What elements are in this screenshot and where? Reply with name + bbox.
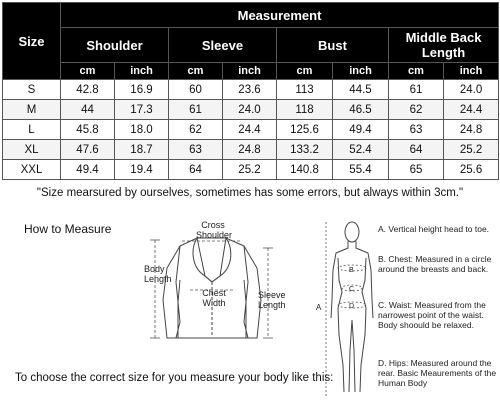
value-cell: 25.2 (444, 140, 499, 160)
value-cell: 18.0 (115, 120, 169, 140)
value-cell: 25.2 (223, 160, 277, 180)
value-cell: 24.0 (223, 100, 277, 120)
chest-width-label: Chest Width (202, 288, 226, 308)
value-cell: 17.3 (115, 100, 169, 120)
shoulder-header: Shoulder (61, 28, 169, 63)
cross-shoulder-label: Cross Shoulder (196, 220, 233, 240)
marker-a: A (316, 303, 322, 312)
legend-item-c: C. Waist: Measured from the narrowest point of the waist. Body shoould be relaxed. (378, 300, 486, 330)
size-cell: L (3, 120, 61, 140)
measurement-header: Measurement (61, 3, 499, 28)
value-cell: 42.8 (61, 80, 115, 100)
value-cell: 24.8 (223, 140, 277, 160)
value-cell: 61 (389, 80, 444, 100)
value-cell: 125.6 (277, 120, 333, 140)
unit-header: inch (115, 63, 169, 80)
value-cell: 52.4 (333, 140, 389, 160)
marker-d: D (349, 303, 355, 310)
value-cell: 62 (169, 120, 223, 140)
value-cell: 113 (277, 80, 333, 100)
value-cell: 64 (389, 140, 444, 160)
value-cell: 65 (389, 160, 444, 180)
legend-item-a: A. Vertical height head to toe. (378, 224, 490, 234)
choose-size-text: To choose the correct size for you measure your body like this: (15, 372, 334, 384)
value-cell: 63 (389, 120, 444, 140)
sleeve-length-label: Sleeve Length (258, 290, 286, 310)
legend-item-d: D. Hips: Measured around the rear. Basic Meaurements of the Human Body (378, 358, 497, 388)
body-length-label: Body Length (144, 264, 172, 284)
middle-back-length-header: Middle Back Length (389, 28, 499, 63)
value-cell: 62 (389, 100, 444, 120)
size-header: Size (3, 3, 61, 80)
value-cell: 19.4 (115, 160, 169, 180)
sleeve-header: Sleeve (169, 28, 277, 63)
value-cell: 44 (61, 100, 115, 120)
value-cell: 46.5 (333, 100, 389, 120)
value-cell: 63 (169, 140, 223, 160)
size-cell: M (3, 100, 61, 120)
value-cell: 44.5 (333, 80, 389, 100)
value-cell: 45.8 (61, 120, 115, 140)
unit-header: cm (389, 63, 444, 80)
value-cell: 118 (277, 100, 333, 120)
unit-header: inch (333, 63, 389, 80)
unit-header: inch (444, 63, 499, 80)
value-cell: 61 (169, 100, 223, 120)
unit-header: cm (61, 63, 115, 80)
value-cell: 55.4 (333, 160, 389, 180)
how-to-measure-title: How to Measure (24, 222, 112, 236)
marker-c: C (349, 286, 355, 293)
value-cell: 47.6 (61, 140, 115, 160)
value-cell: 18.7 (115, 140, 169, 160)
size-cell: XL (3, 140, 61, 160)
value-cell: 16.9 (115, 80, 169, 100)
value-cell: 133.2 (277, 140, 333, 160)
marker-b: B (349, 267, 354, 274)
value-cell: 23.6 (223, 80, 277, 100)
value-cell: 60 (169, 80, 223, 100)
value-cell: 24.4 (444, 100, 499, 120)
unit-header: cm (277, 63, 333, 80)
size-cell: XXL (3, 160, 61, 180)
unit-header: cm (169, 63, 223, 80)
legend-item-b: B. Chest: Measured in a circle around the breasts and back. (378, 254, 492, 274)
bust-header: Bust (277, 28, 389, 63)
value-cell: 140.8 (277, 160, 333, 180)
value-cell: 24.4 (223, 120, 277, 140)
value-cell: 64 (169, 160, 223, 180)
value-cell: 24.8 (444, 120, 499, 140)
value-cell: 24.0 (444, 80, 499, 100)
size-cell: S (3, 80, 61, 100)
measurement-note: "Size mearsured by ourselves, sometimes has some errors, but always within 3cm." (36, 187, 464, 199)
value-cell: 25.6 (444, 160, 499, 180)
value-cell: 49.4 (333, 120, 389, 140)
unit-header: inch (223, 63, 277, 80)
value-cell: 49.4 (61, 160, 115, 180)
